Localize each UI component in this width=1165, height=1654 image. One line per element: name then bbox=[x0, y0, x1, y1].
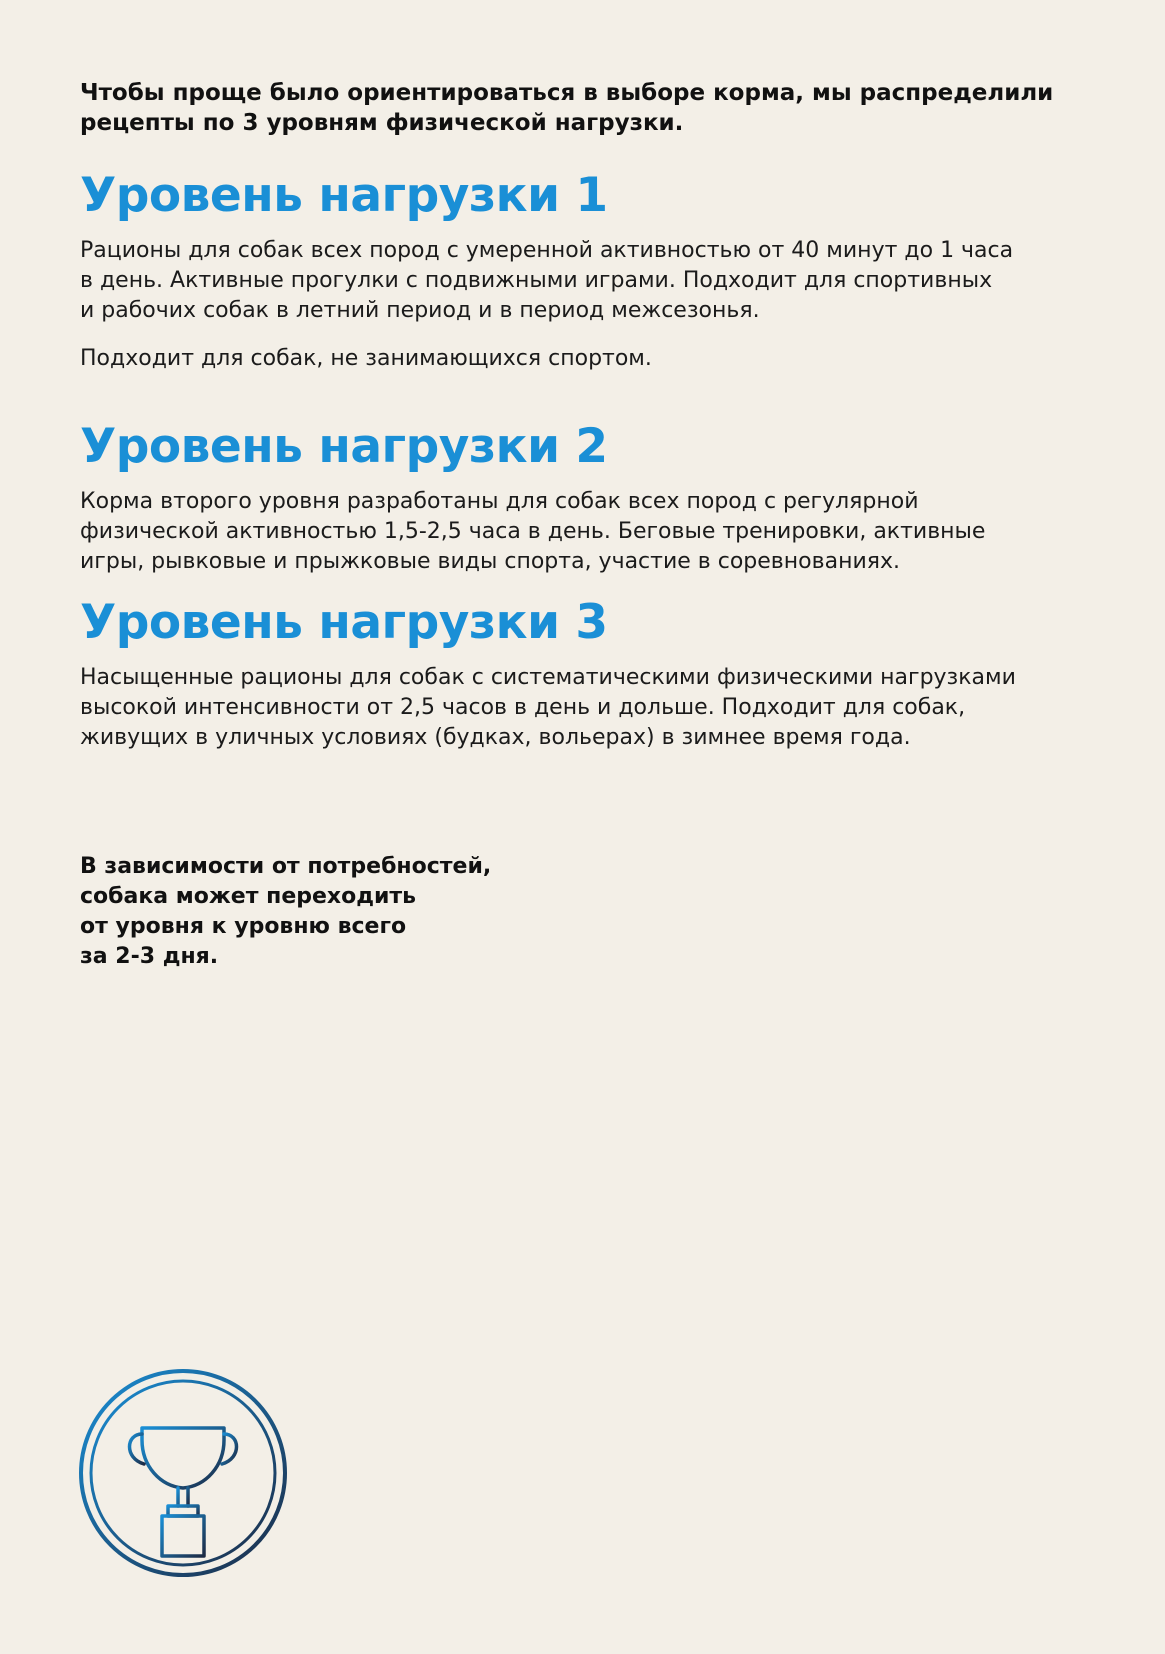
level-1-description bbox=[80, 236, 1090, 326]
text-line: в день. Активные прогулки с подвижными играми. Подходит для спортивных bbox=[80, 268, 993, 293]
text-line: высокой интенсивности от 2,5 часов в день и дольше. Подходит для собак, bbox=[80, 695, 966, 720]
intro-text bbox=[80, 78, 1090, 138]
level-3-heading: Уровень нагрузки 3 bbox=[80, 595, 608, 650]
text-line: Рационы для собак всех пород с умеренной активностью от 40 минут до 1 часа bbox=[80, 238, 1014, 263]
trophy-icon bbox=[130, 1420, 237, 1556]
badge-inner-ring bbox=[91, 1381, 275, 1565]
level-1-note bbox=[80, 344, 1090, 374]
document-body bbox=[80, 78, 1090, 753]
text-line: Корма второго уровня разработаны для собак всех пород с регулярной bbox=[80, 489, 919, 514]
text-line: физической активностью 1,5-2,5 часа в день. Беговые тренировки, активные bbox=[80, 519, 986, 544]
level-2-description bbox=[80, 487, 1090, 577]
transition-note bbox=[80, 852, 540, 972]
intro-line: рецепты по 3 уровням физической нагрузки. bbox=[80, 110, 684, 136]
text-line: Насыщенные рационы для собак с систематическими физическими нагрузками bbox=[80, 665, 1016, 690]
level-1-heading: Уровень нагрузки 1 bbox=[80, 168, 608, 223]
note-line: за 2-3 дня. bbox=[80, 944, 219, 969]
text-line: и рабочих собак в летний период и в период межсезонья. bbox=[80, 298, 760, 323]
trophy-badge bbox=[78, 1368, 288, 1578]
note-line: собака может переходить bbox=[80, 884, 417, 909]
text-line: живущих в уличных условиях (будках, вольерах) в зимнее время года. bbox=[80, 725, 911, 750]
level-3-description bbox=[80, 663, 1090, 753]
text-line: Подходит для собак, не занимающихся спортом. bbox=[80, 346, 652, 371]
text-line: игры, рывковые и прыжковые виды спорта, участие в соревнованиях. bbox=[80, 549, 900, 574]
note-line: от уровня к уровню всего bbox=[80, 914, 407, 939]
level-2-heading: Уровень нагрузки 2 bbox=[80, 419, 608, 474]
note-line: В зависимости от потребностей, bbox=[80, 854, 492, 879]
badge-outer-ring bbox=[81, 1371, 285, 1575]
intro-line: Чтобы проще было ориентироваться в выборе корма, мы распределили bbox=[80, 80, 1054, 106]
